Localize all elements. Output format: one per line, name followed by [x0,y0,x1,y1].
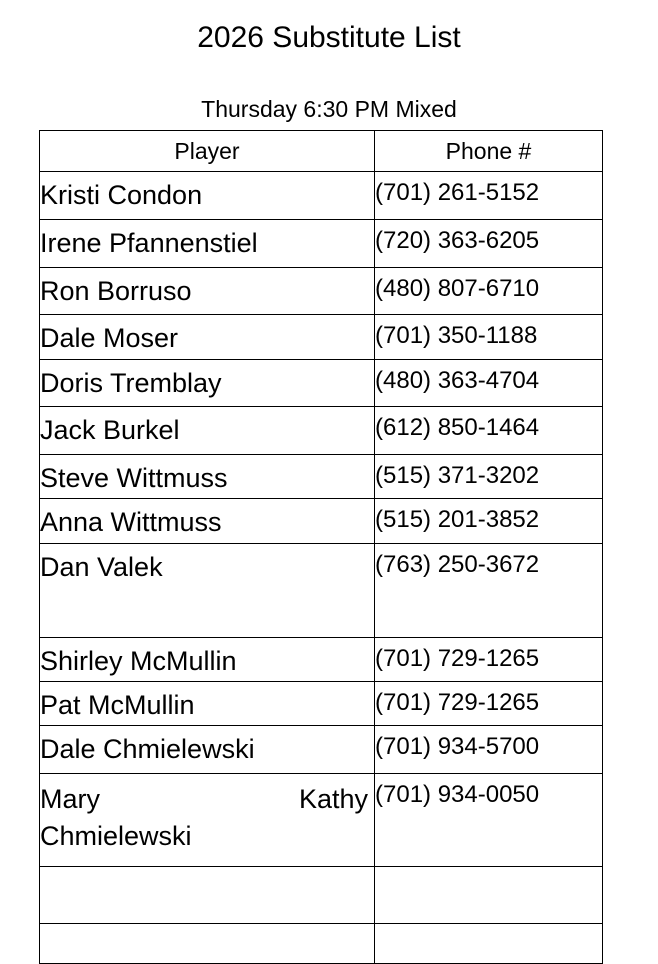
player-cell [40,407,375,455]
phone-cell [375,268,603,315]
phone-cell [375,499,603,544]
player-column-header: Player [40,131,375,172]
player-name: Dale Moser [40,323,179,353]
table-row [40,220,603,268]
table-row [40,726,603,774]
phone-number [375,924,602,928]
table-row [40,867,603,924]
table-row [40,172,603,220]
table-row [40,499,603,544]
player-name: Steve Wittmuss [40,463,228,493]
phone-number: (701) 729-1265 [375,689,540,716]
phone-number: (612) 850-1464 [375,414,540,441]
player-name [40,924,374,930]
phone-cell [375,726,603,774]
document-title: 2026 Substitute List [197,21,461,54]
player-cell [40,774,375,867]
substitute-table [39,130,603,964]
table-row [40,360,603,407]
player-name: Shirley McMullin [40,646,237,676]
player-name-line2: Chmielewski [40,821,192,851]
table-row [40,315,603,360]
table-row [40,774,603,867]
player-cell [40,360,375,407]
player-cell [40,499,375,544]
player-cell [40,315,375,360]
phone-number: (701) 350-1188 [375,322,538,349]
player-name: Dale Chmielewski [40,734,255,764]
player-name: Anna Wittmuss [40,507,222,537]
player-cell [40,220,375,268]
phone-cell [375,220,603,268]
player-cell [40,172,375,220]
phone-number: (701) 934-5700 [375,733,540,760]
table-row [40,268,603,315]
phone-number: (763) 250-3672 [375,551,540,578]
player-name-line1: Mary Kathy [40,784,368,814]
phone-number: (480) 807-6710 [375,275,540,302]
table-row [40,682,603,726]
phone-cell [375,638,603,682]
phone-number: (701) 729-1265 [375,645,540,672]
phone-number: (515) 201-3852 [375,506,540,533]
player-name: Pat McMullin [40,690,195,720]
document-subtitle: Thursday 6:30 PM Mixed [201,96,457,122]
phone-cell [375,774,603,867]
phone-cell [375,407,603,455]
phone-column-header: Phone # [375,131,603,172]
player-name: Irene Pfannenstiel [40,228,258,258]
phone-number: (720) 363-6205 [375,227,540,254]
player-cell [40,726,375,774]
player-cell [40,638,375,682]
table-row [40,407,603,455]
table-row [40,924,603,964]
phone-number: (701) 261-5152 [375,179,540,206]
phone-cell [375,867,603,924]
player-name: Kristi Condon [40,180,203,210]
table-header-row [40,131,603,172]
phone-cell [375,315,603,360]
phone-number: (701) 934-0050 [375,781,540,808]
phone-number: (515) 371-3202 [375,462,540,489]
player-cell [40,544,375,638]
player-cell [40,455,375,499]
player-name: Ron Borruso [40,276,192,306]
phone-number: (480) 363-4704 [375,367,540,394]
player-name: Dan Valek [40,552,163,582]
player-name: Jack Burkel [40,415,180,445]
phone-cell [375,172,603,220]
phone-number [375,867,602,871]
table-row [40,638,603,682]
phone-cell [375,682,603,726]
player-cell [40,867,375,924]
player-cell [40,924,375,964]
phone-cell [375,455,603,499]
player-cell [40,682,375,726]
table-row [40,455,603,499]
player-cell [40,268,375,315]
player-name: Doris Tremblay [40,368,222,398]
phone-cell [375,924,603,964]
player-name [40,867,374,873]
table-row [40,544,603,638]
phone-cell [375,360,603,407]
phone-cell [375,544,603,638]
